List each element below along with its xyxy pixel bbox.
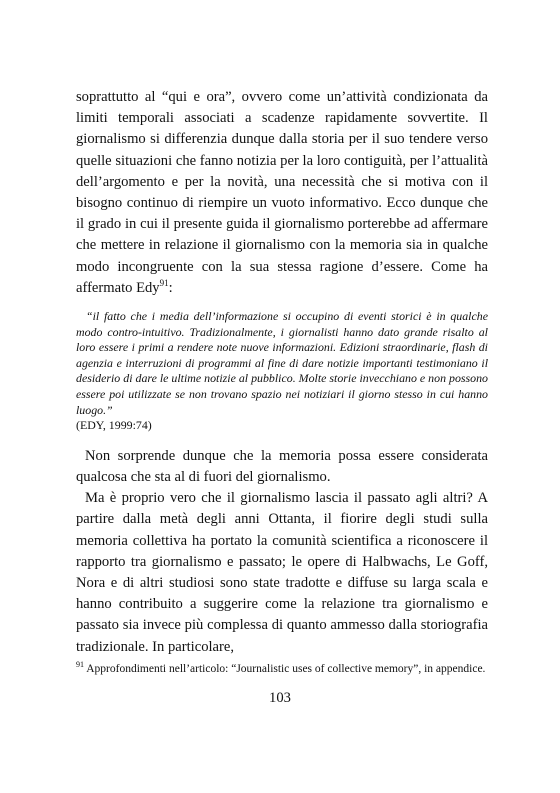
footnote-number: 91 — [76, 660, 84, 669]
page-body — [76, 87, 488, 658]
paragraph-1-text: soprattutto al “qui e ora”, ovvero come un’attività condizionata da limiti temporali associati a scadenze rapidamente sovvertite. Il giornalismo si differenzia dunque dalla storia per il suo tendere verso quelle situazioni che fanno notizia per la loro contiguità, per l’attualità dell’argomento e per la novità, una necessità che si motiva con il bisogno continuo di riempire un vuoto informativo. Ecco dunque che il grado in cui il presente guida il giornalismo porterebbe ad affermare che mettere in relazione il giornalismo con la memoria sia in qualche modo incongruente con la sua stessa ragione d’essere. Come ha affermato Edy — [76, 89, 488, 296]
footnote-reference[interactable]: 91 — [159, 277, 169, 288]
quote-citation: (EDY, 1999:74) — [76, 418, 152, 433]
page-number: 103 — [269, 690, 291, 706]
footnote-text: Approfondimenti nell’articolo: “Journalistic uses of collective memory”, in appendice. — [84, 663, 486, 675]
paragraph-2: Non sorprende dunque che la memoria possa essere considerata qualcosa che sta al di fuori del giornalismo. — [76, 447, 488, 485]
footnote — [76, 662, 488, 678]
paragraph-3: Ma è proprio vero che il giornalismo lascia il passato agli altri? A partire dalla metà degli anni Ottanta, il fiorire degli studi sulla memoria collettiva ha portato la comunità scientifica a riconoscere il rapporto tra giornalismo e passato; le opere di Halbwachs, Le Goff, Nora e di altri studiosi sono state tradotte e diffuse su larga scala e hanno contribuito a suggerire come la relazione tra giornalismo e passato sia invece più complessa di quanto ammesso dalla storiografia tradizionale. In particolare, — [76, 490, 488, 655]
quote-content: “il fatto che i media dell’informazione si occupino di eventi storici è in qualche modo contro-intuitivo. Tradizionalmente, i giornalisti hanno dato grande risalto al loro essere i primi a rendere note nuove informazioni. Edizioni straordinarie, flash di agenzia e interruzioni di programmi al fine di dare notizie importanti testimoniano il desiderio di dare le ultime notizie al pubblico. Molte storie invecchiano e non possono essere poi utilizzate se non trovano spazio nei notiziari il giorno stesso in cui hanno luogo.” — [76, 309, 488, 417]
paragraph-1-end: : — [168, 279, 173, 296]
quote-text — [76, 309, 488, 434]
paragraph-1 — [76, 87, 488, 299]
block-quote — [76, 309, 488, 434]
